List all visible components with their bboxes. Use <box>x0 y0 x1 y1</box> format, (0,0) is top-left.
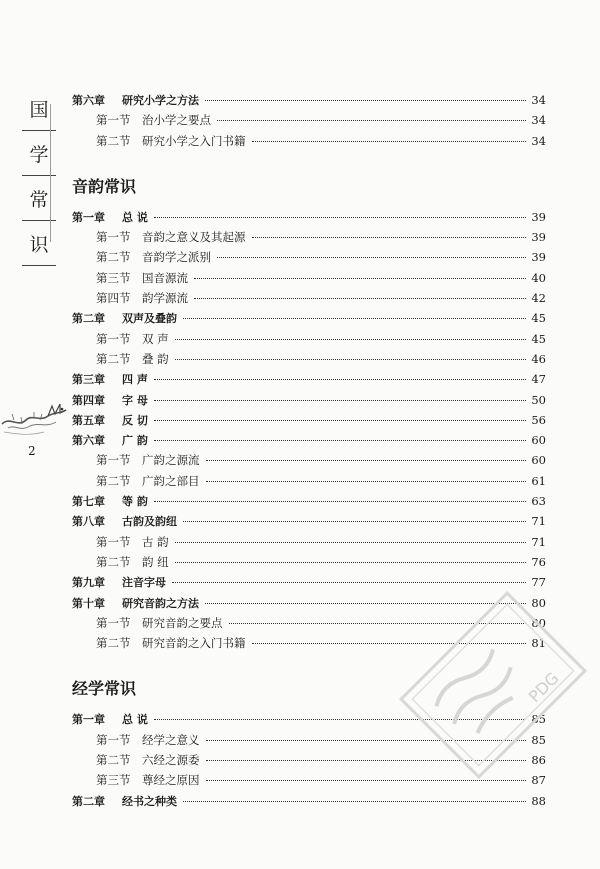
dot-leader <box>175 562 526 563</box>
toc-page-number: 45 <box>531 311 546 326</box>
dot-leader <box>205 100 526 101</box>
toc-entry-label <box>72 391 148 411</box>
toc-page-number: 85 <box>531 712 546 727</box>
toc-entry-title: 广韵之源流 <box>142 453 200 468</box>
toc-chapter-row[interactable] <box>72 572 546 592</box>
toc-page-number: 87 <box>531 773 546 788</box>
toc-entry-number: 第一章 <box>72 713 105 727</box>
toc-entry-title: 尊经之原因 <box>142 773 200 788</box>
dot-leader <box>206 780 527 781</box>
section-title-yinyun: 音韵常识 <box>72 176 137 196</box>
toc-page-number: 60 <box>531 453 546 468</box>
dot-leader <box>206 481 527 482</box>
toc-entry-title: 研究音韵之要点 <box>142 615 223 630</box>
toc-page-number: 71 <box>531 514 546 529</box>
toc-page-number: 47 <box>531 372 546 387</box>
toc-entry-label <box>72 131 246 151</box>
toc-entry-label <box>72 247 211 267</box>
toc-entry-number: 第二节 <box>96 351 131 366</box>
toc-page-number: 39 <box>531 209 546 224</box>
toc-entry-number: 第一节 <box>96 331 131 346</box>
toc-page-number: 80 <box>531 615 546 630</box>
toc-entry-number: 第六章 <box>72 94 105 107</box>
dot-leader <box>154 440 526 441</box>
toc-entry-title: 韵学源流 <box>142 291 188 306</box>
side-title-char: 国 <box>29 99 49 121</box>
toc-entry-number: 第一节 <box>96 534 131 549</box>
toc-entry-number: 第二章 <box>72 794 105 808</box>
toc-entry-label <box>72 552 169 572</box>
dot-leader <box>175 542 526 543</box>
toc-entry-number: 第五章 <box>72 413 105 427</box>
toc-page-number: 77 <box>531 575 546 590</box>
toc-entry-title: 广 韵 <box>122 434 148 448</box>
dot-leader <box>172 582 526 583</box>
toc-entry-title: 研究小学之方法 <box>122 94 199 107</box>
toc-entry-title: 经学之意义 <box>142 732 200 747</box>
toc-entry-number: 第一节 <box>96 615 131 630</box>
toc-page-number: 76 <box>531 554 546 569</box>
dot-leader <box>183 318 526 319</box>
toc-entry-number: 第九章 <box>72 576 105 590</box>
toc-page-number: 40 <box>531 270 546 285</box>
toc-entry-label <box>72 110 211 130</box>
toc-entry-title: 等 韵 <box>122 495 148 509</box>
toc-entry-number: 第七章 <box>72 495 105 509</box>
dot-leader <box>206 460 527 461</box>
toc-entry-title: 音韵学之派别 <box>142 250 211 265</box>
toc-entry-number: 第四章 <box>72 393 105 407</box>
toc-entry-label <box>72 450 200 470</box>
dot-leader <box>194 278 526 279</box>
side-title-char: 识 <box>29 234 49 256</box>
dot-leader <box>206 740 527 741</box>
toc-entry-label <box>72 750 200 770</box>
side-title-char: 常 <box>29 189 49 211</box>
toc-entry-title: 反 切 <box>122 413 148 427</box>
toc-entry-label <box>72 288 188 308</box>
toc-entry-title: 古韵及韵纽 <box>122 515 177 529</box>
toc-entry-label <box>72 268 188 288</box>
toc-section-row[interactable] <box>72 349 546 369</box>
toc-entry-number: 第一节 <box>96 113 131 128</box>
side-divider <box>22 265 56 266</box>
toc-entry-label <box>72 633 246 653</box>
toc-entry-title: 六经之源委 <box>142 753 200 768</box>
toc-entry-title: 四 声 <box>122 373 148 387</box>
toc-page-number: 80 <box>531 595 546 610</box>
toc-chapter-row[interactable] <box>72 709 546 729</box>
toc-entry-number: 第二节 <box>96 636 131 651</box>
toc-entry-label <box>72 730 200 750</box>
dot-leader <box>154 719 526 720</box>
dot-leader <box>154 501 526 502</box>
toc-page-number: 39 <box>531 250 546 265</box>
toc-entry-number: 第二节 <box>96 554 131 569</box>
toc-section-row[interactable] <box>72 268 546 288</box>
toc-page-number: 56 <box>531 412 546 427</box>
toc-entry-title: 注音字母 <box>122 576 166 590</box>
toc-section-row[interactable] <box>72 247 546 267</box>
toc-section-row[interactable] <box>72 329 546 349</box>
toc-section-row[interactable] <box>72 450 546 470</box>
toc-section-row[interactable] <box>72 288 546 308</box>
toc-entry-label <box>72 573 166 593</box>
dot-leader <box>205 603 526 604</box>
toc-entry-title: 双 声 <box>142 331 169 346</box>
section-title-jingxue: 经学常识 <box>72 679 137 699</box>
toc-entry-label <box>72 411 148 431</box>
toc-chapter-row[interactable] <box>72 308 546 328</box>
toc-chapter-row[interactable] <box>72 491 546 511</box>
toc-entry-number: 第一节 <box>96 453 131 468</box>
toc-entry-number: 第三节 <box>96 773 131 788</box>
dot-leader <box>206 760 527 761</box>
dot-leader <box>175 339 526 340</box>
toc-entry-label <box>72 370 148 390</box>
toc-entry-title: 叠 韵 <box>142 351 169 366</box>
toc-entry-title: 总 说 <box>122 210 148 224</box>
watermark-text: PDG <box>524 668 563 707</box>
toc-entry-label <box>72 770 200 790</box>
toc-entry-title: 音韵之意义及其起源 <box>142 230 246 245</box>
toc-page-number: 45 <box>531 331 546 346</box>
toc-section-row[interactable] <box>72 471 546 491</box>
toc-chapter-row[interactable] <box>72 410 546 430</box>
dot-leader <box>154 217 526 218</box>
dot-leader <box>217 257 526 258</box>
toc-entry-number: 第一章 <box>72 210 105 224</box>
toc-chapter-row[interactable] <box>72 593 546 613</box>
toc-entry-label <box>72 532 169 552</box>
toc-block-yinyun <box>72 207 546 654</box>
toc-entry-label <box>72 792 177 812</box>
toc-section-row[interactable] <box>72 131 546 151</box>
toc-entry-number: 第三节 <box>96 270 131 285</box>
toc-section-row[interactable] <box>72 750 546 770</box>
toc-entry-title: 字 母 <box>122 393 148 407</box>
toc-entry-label <box>72 492 148 512</box>
toc-section-row[interactable] <box>72 770 546 790</box>
toc-page-number: 46 <box>531 351 546 366</box>
toc-page-number: 88 <box>531 793 546 808</box>
toc-entry-label <box>72 710 148 730</box>
toc-entry-title: 研究小学之入门书籍 <box>142 133 246 148</box>
toc-entry-label <box>72 227 246 247</box>
toc-entry-title: 总 说 <box>122 713 148 727</box>
toc-chapter-row[interactable] <box>72 791 546 811</box>
toc-chapter-row[interactable] <box>72 511 546 531</box>
toc-chapter-row[interactable] <box>72 90 546 110</box>
toc-page-number: 63 <box>531 494 546 509</box>
toc-entry-number: 第二节 <box>96 133 131 148</box>
dot-leader <box>229 623 527 624</box>
dot-leader <box>183 521 526 522</box>
toc-entry-label <box>72 208 148 228</box>
toc-entry-number: 第三章 <box>72 373 105 387</box>
toc-entry-number: 第六章 <box>72 434 105 448</box>
dot-leader <box>194 298 526 299</box>
toc-block-xiaoxue <box>72 90 546 151</box>
toc-entry-title: 研究音韵之入门书籍 <box>142 636 246 651</box>
toc-entry-title: 研究音韵之方法 <box>122 596 199 610</box>
toc-entry-label <box>72 91 199 111</box>
toc-entry-number: 第一节 <box>96 230 131 245</box>
toc-entry-label <box>72 471 200 491</box>
toc-section-row[interactable] <box>72 532 546 552</box>
toc-entry-number: 第二章 <box>72 312 105 326</box>
toc-page-number: 61 <box>531 473 546 488</box>
toc-page-number: 34 <box>531 113 546 128</box>
toc-entry-title: 治小学之要点 <box>142 113 211 128</box>
table-of-contents <box>72 90 546 811</box>
page-number: 2 <box>28 444 36 458</box>
toc-entry-number: 第二节 <box>96 753 131 768</box>
toc-chapter-row[interactable] <box>72 369 546 389</box>
toc-entry-title: 经书之种类 <box>122 794 177 808</box>
dot-leader <box>154 420 526 421</box>
toc-entry-title: 韵 纽 <box>142 554 169 569</box>
side-vertical-line <box>50 104 51 242</box>
toc-entry-number: 第二节 <box>96 250 131 265</box>
toc-entry-number: 第四节 <box>96 291 131 306</box>
dot-leader <box>183 801 526 802</box>
toc-chapter-row[interactable] <box>72 207 546 227</box>
toc-block-jingxue <box>72 709 546 810</box>
dragon-icon <box>0 398 70 438</box>
toc-page-number: 71 <box>531 534 546 549</box>
toc-entry-label <box>72 431 148 451</box>
toc-entry-title: 广韵之部目 <box>142 473 200 488</box>
toc-entry-title: 国音源流 <box>142 270 188 285</box>
toc-entry-title: 古 韵 <box>142 534 169 549</box>
toc-page-number: 85 <box>531 732 546 747</box>
toc-section-row[interactable] <box>72 730 546 750</box>
toc-entry-label <box>72 613 223 633</box>
toc-page-number: 34 <box>531 133 546 148</box>
toc-entry-label <box>72 309 177 329</box>
toc-page-number: 50 <box>531 392 546 407</box>
toc-entry-label <box>72 349 169 369</box>
toc-page-number: 34 <box>531 93 546 107</box>
toc-entry-label <box>72 329 169 349</box>
dot-leader <box>154 400 526 401</box>
toc-chapter-row[interactable] <box>72 390 546 410</box>
toc-entry-label <box>72 594 199 614</box>
toc-section-row[interactable] <box>72 110 546 130</box>
toc-entry-number: 第八章 <box>72 515 105 529</box>
toc-page-number: 86 <box>531 753 546 768</box>
toc-page-number: 39 <box>531 230 546 245</box>
toc-page-number: 60 <box>531 433 546 448</box>
dot-leader <box>217 120 526 121</box>
side-title-char: 学 <box>29 144 49 166</box>
toc-page-number: 81 <box>531 636 546 651</box>
toc-chapter-row[interactable] <box>72 430 546 450</box>
dot-leader <box>154 379 526 380</box>
toc-entry-label <box>72 512 177 532</box>
toc-entry-number: 第二节 <box>96 473 131 488</box>
toc-entry-title: 双声及叠韵 <box>122 312 177 326</box>
dot-leader <box>252 237 527 238</box>
dot-leader <box>175 359 526 360</box>
dot-leader <box>252 141 527 142</box>
toc-page-number: 42 <box>531 291 546 306</box>
toc-section-row[interactable] <box>72 633 546 653</box>
toc-section-row[interactable] <box>72 227 546 247</box>
toc-section-row[interactable] <box>72 613 546 633</box>
toc-entry-number: 第一节 <box>96 732 131 747</box>
dot-leader <box>252 643 527 644</box>
toc-section-row[interactable] <box>72 552 546 572</box>
toc-entry-number: 第十章 <box>72 596 105 610</box>
